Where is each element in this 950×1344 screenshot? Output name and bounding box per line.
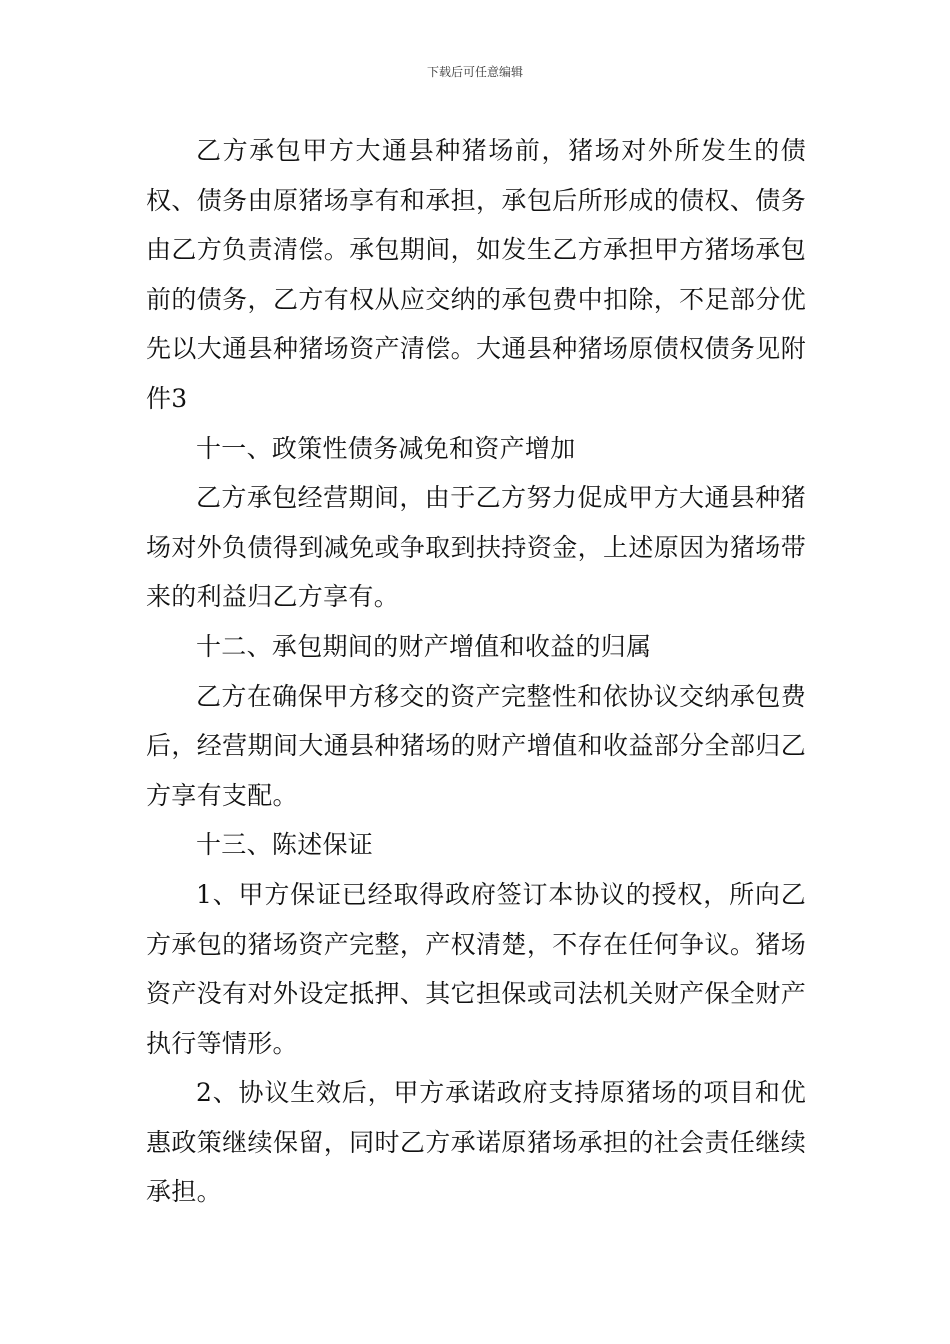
heading-section-13: 十三、陈述保证	[196, 830, 374, 860]
paragraph-asset-appreciation: 乙方在确保甲方移交的资产完整性和依协议交纳承包费后，经营期间大通县种猪场的财产增值和收益部分全部归乙方享有支配。	[146, 681, 806, 810]
heading-section-11: 十一、政策性债务减免和资产增加	[196, 433, 576, 463]
document-body	[146, 126, 806, 1217]
heading-section-12: 十二、承包期间的财产增值和收益的归属	[196, 631, 652, 661]
paragraph-guarantee-2: 2、协议生效后，甲方承诺政府支持原猪场的项目和优惠政策继续保留，同时乙方承诺原猪场承担的社会责任继续承担。	[146, 1078, 806, 1207]
paragraph-debt-relief: 乙方承包经营期间，由于乙方努力促成甲方大通县种猪场对外负债得到减免或争取到扶持资金，上述原因为猪场带来的利益归乙方享有。	[146, 483, 806, 612]
paragraph-debt-liability: 乙方承包甲方大通县种猪场前，猪场对外所发生的债权、债务由原猪场享有和承担，承包后所形成的债权、债务由乙方负责清偿。承包期间，如发生乙方承担甲方猪场承包前的债务，乙方有权从应交纳的承包费中扣除，不足部分优先以大通县种猪场资产清偿。大通县种猪场原债权债务见附件3	[146, 136, 806, 413]
page-header: 下载后可任意编辑	[426, 65, 523, 79]
paragraph-guarantee-1: 1、甲方保证已经取得政府签订本协议的授权，所向乙方承包的猪场资产完整，产权清楚，不存在任何争议。猪场资产没有对外设定抵押、其它担保或司法机关财产保全财产执行等情形。	[146, 879, 806, 1058]
